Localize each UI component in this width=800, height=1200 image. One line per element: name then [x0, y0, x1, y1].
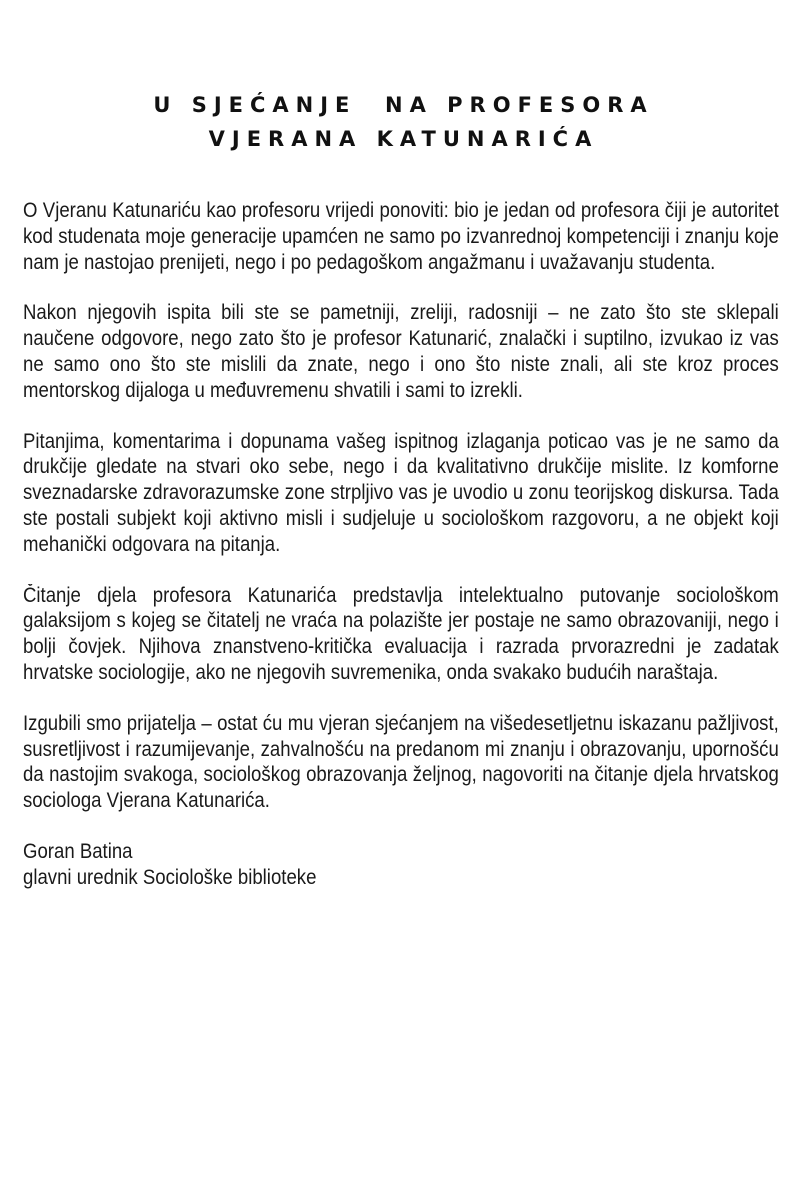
document-title: [0, 88, 800, 156]
signature-block: [23, 839, 692, 891]
paragraph-3: Pitanjima, komentarima i dopunama vašeg ispitnog izlaganja poticao vas je ne samo da drukčije gledate na stvari oko sebe, nego i da kvalitativno drukčije mislite. Iz komforne sveznadarske zdravorazumske zone strpljivo vas je uvodio u zonu teorijskog diskursa. Tada ste postali subjekt koji aktivno misli i sudjeluje u sociološkom razgovoru, a ne objekt koji mehanički odgovara na pitanja.: [23, 429, 779, 556]
paragraph-5: Izgubili smo prijatelja – ostat ću mu vjeran sjećanjem na višedesetljetnu iskazanu pažljivost, susretljivost i razumijevanje, zahvalnošću na predanom mi znanju i obrazovanju, upornošću da nastojim svakoga, sociološkog obrazovanja željnog, nagovoriti na čitanje djela hrvatskog sociologa Vjerana Katunarića.: [23, 711, 779, 813]
document-body: [23, 198, 779, 891]
title-line-1: U SJEĆANJE NA PROFESORA: [153, 93, 654, 117]
title-line-2: VJERANA KATUNARIĆA: [208, 127, 599, 151]
paragraph-1: O Vjeranu Katunariću kao profesoru vrijedi ponoviti: bio je jedan od profesora čiji je autoritet kod studenata moje generacije upamćen ne samo po izvanrednoj kompetenciji i znanju koje nam je nastojao prenijeti, nego i po pedagoškom angažmanu i uvažavanju studenta.: [23, 199, 779, 274]
paragraph-4: Čitanje djela profesora Katunarića predstavlja intelektualno putovanje sociološkom galaksijom s kojeg se čitatelj ne vraća na polazište jer postaje ne samo obrazovaniji, nego i bolji čovjek. Njihova znanstveno-kritička evaluacija i razrada prvorazredni je zadatak hrvatske sociologije, ako ne njegovih suvremenika, onda svakako budućih naraštaja.: [23, 583, 779, 684]
paragraph-2: Nakon njegovih ispita bili ste se pametniji, zreliji, radosniji – ne zato što ste sklepali naučene odgovore, nego zato što je profesor Katunarić, znalački i suptilno, izvukao iz vas ne samo ono što ste mislili da znate, nego i ono što niste znali, ali ste kroz proces mentorskog dijaloga u međuvremenu shvatili i sami to izrekli.: [23, 301, 779, 402]
signature-role: glavni urednik Sociološke biblioteke: [23, 865, 317, 889]
signature-name: Goran Batina: [23, 839, 133, 863]
